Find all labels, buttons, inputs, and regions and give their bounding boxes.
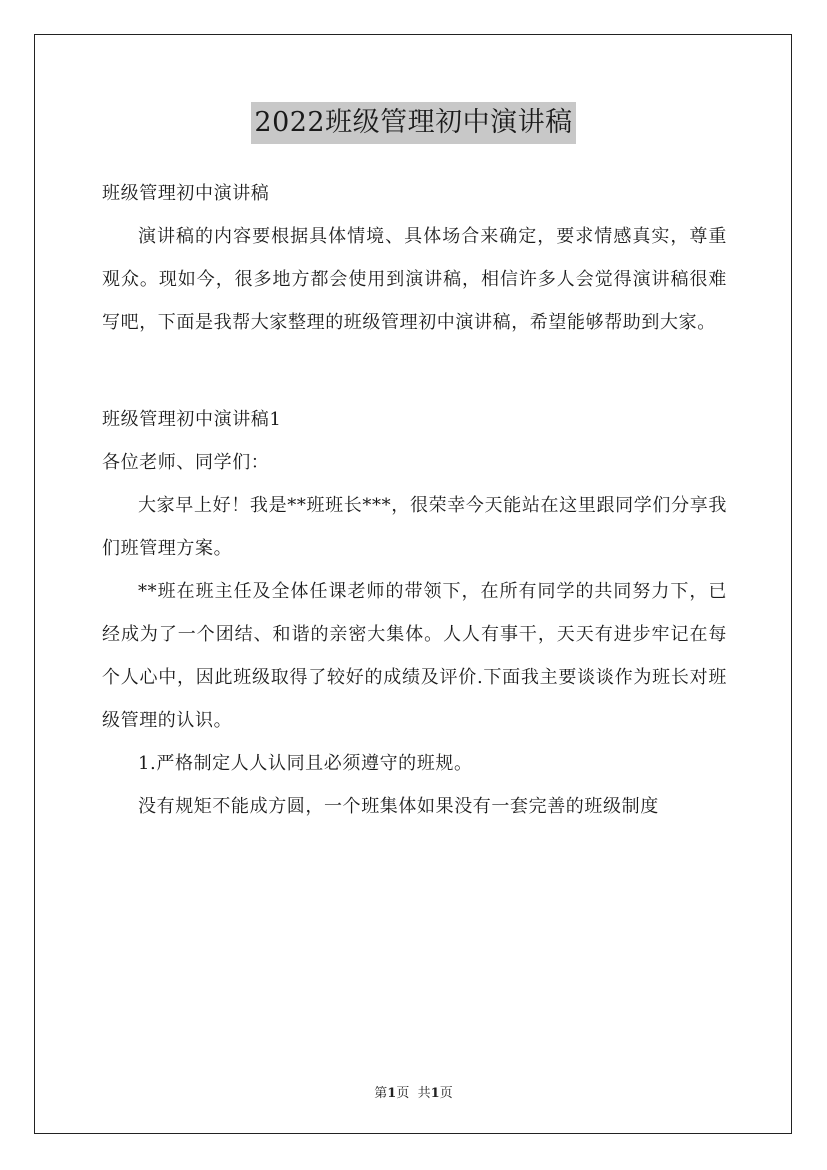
page-footer <box>0 1082 827 1101</box>
rules-body-paragraph: 没有规矩不能成方圆，一个班集体如果没有一套完善的班级制度 <box>138 796 659 817</box>
footer-page-number: 1 <box>387 1086 397 1101</box>
rule-item-paragraph: 1.严格制定人人认同且必须遵守的班规。 <box>138 753 473 774</box>
document-title: 2022班级管理初中演讲稿 <box>251 102 575 144</box>
section-heading: 班级管理初中演讲稿1 <box>102 409 282 430</box>
footer-total-suffix: 页 <box>439 1086 453 1101</box>
intro-paragraph: 演讲稿的内容要根据具体情境、具体场合来确定，要求情感真实，尊重观众。现如今，很多地方都会使用到演讲稿，相信许多人会觉得演讲稿很难写吧，下面是我帮大家整理的班级管理初中演讲稿，希望能够帮助到大家。 <box>102 226 727 333</box>
footer-page-suffix: 页 <box>396 1086 410 1101</box>
salutation-paragraph: 各位老师、同学们： <box>102 452 270 473</box>
section-spacer <box>102 344 727 398</box>
class-overview-paragraph: **班在班主任及全体任课老师的带领下，在所有同学的共同努力下，已经成为了一个团结、和谐的亲密大集体。人人有事干，天天有进步牢记在每个人心中，因此班级取得了较好的成绩及评价.下面我主要谈谈作为班长对班级管理的认识。 <box>102 581 727 731</box>
subtitle-paragraph: 班级管理初中演讲稿 <box>102 183 270 204</box>
footer-total-prefix: 共 <box>417 1086 431 1101</box>
footer-prefix: 第 <box>374 1086 388 1101</box>
document-body <box>102 172 727 828</box>
footer-total-pages: 1 <box>430 1086 440 1101</box>
title-container <box>0 102 827 144</box>
greeting-paragraph: 大家早上好！我是**班班长***，很荣幸今天能站在这里跟同学们分享我们班管理方案。 <box>102 495 727 559</box>
